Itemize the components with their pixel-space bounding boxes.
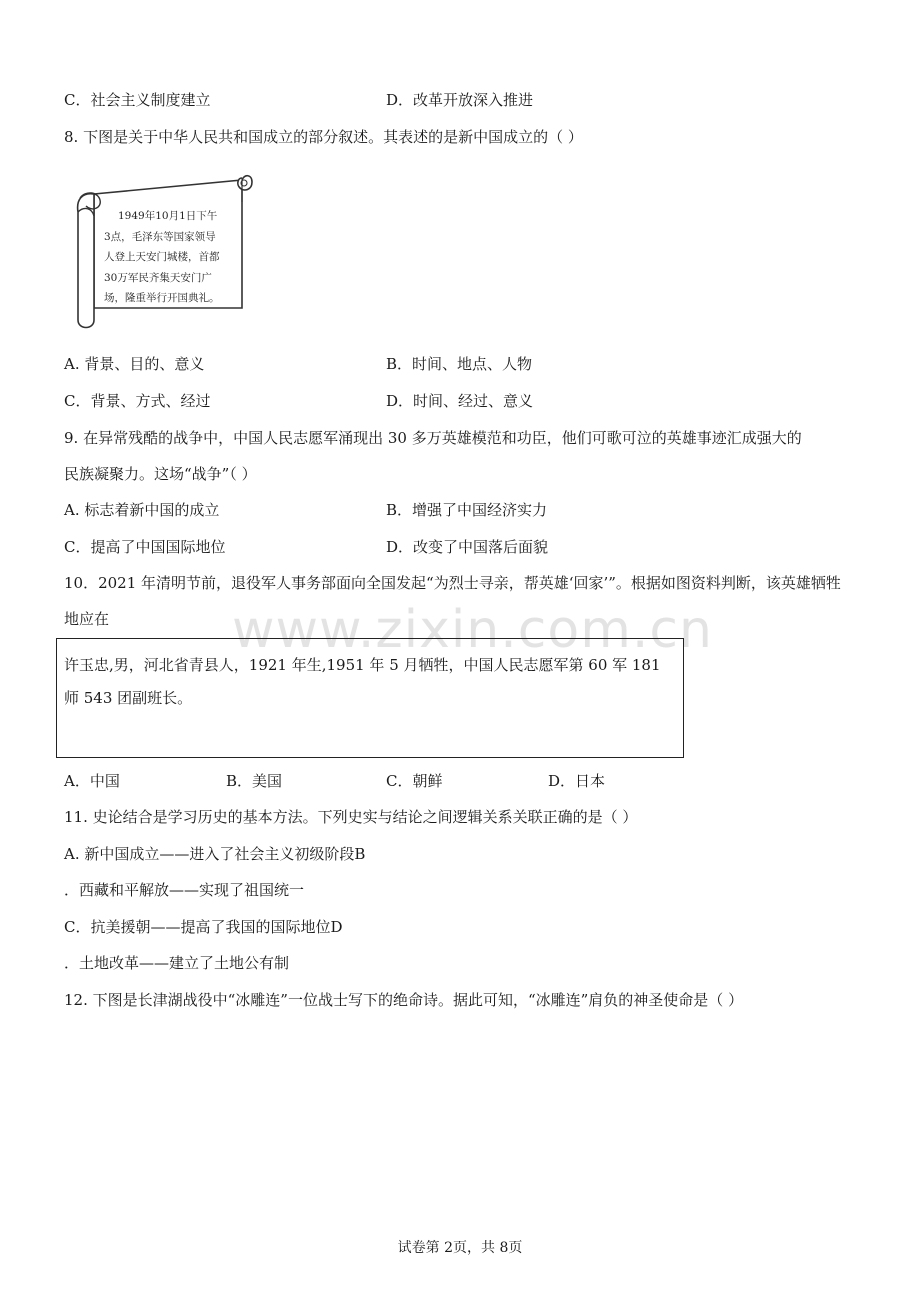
q11-line-b: ．西藏和平解放——实现了祖国统一 xyxy=(64,881,305,899)
q9-option-b: B．增强了中国经济实力 xyxy=(386,501,548,519)
scroll-line: 1949年10月1日下午 xyxy=(118,210,218,222)
q11-line-d: ．土地改革——建立了土地公有制 xyxy=(64,954,290,972)
source-material-line-1: 许玉忠,男，河北省青县人，1921 年生,1951 年 5 月牺牲，中国人民志愿军第 60 军 181 xyxy=(64,656,661,674)
q8-stem: 8. 下图是关于中华人民共和国成立的部分叙述。其表述的是新中国成立的（ ） xyxy=(64,128,583,146)
q7-option-c: C．社会主义制度建立 xyxy=(64,91,211,109)
q10-option-c: C．朝鲜 xyxy=(386,772,443,790)
q10-option-a: A．中国 xyxy=(64,772,120,790)
q12-stem: 12. 下图是长津湖战役中“冰雕连”一位战士写下的绝命诗。据此可知，“冰雕连”肩负的神圣使命是（ ） xyxy=(64,991,744,1009)
q9-option-a: A. 标志着新中国的成立 xyxy=(64,501,220,519)
q8-option-d: D．时间、经过、意义 xyxy=(386,392,534,410)
page-footer: 试卷第 2页，共 8页 xyxy=(397,1240,523,1256)
source-material-line-2: 师 543 团副班长。 xyxy=(64,689,193,707)
q8-option-a: A. 背景、目的、意义 xyxy=(64,355,205,373)
q11-line-c: C．抗美援朝——提高了我国的国际地位D xyxy=(64,918,343,936)
scroll-line: 3点，毛泽东等国家领导 xyxy=(104,230,216,243)
scroll-line: 30万军民齐集天安门广 xyxy=(104,271,212,284)
q9-option-c: C．提高了中国国际地位 xyxy=(64,538,226,556)
q10-option-b: B．美国 xyxy=(226,772,283,790)
q11-line-a: A. 新中国成立——进入了社会主义初级阶段B xyxy=(64,845,366,863)
scroll-line: 场，隆重举行开国典礼。 xyxy=(104,292,220,304)
q9-option-d: D．改变了中国落后面貌 xyxy=(386,538,549,556)
q9-stem-line-1: 9. 在异常残酷的战争中，中国人民志愿军涌现出 30 多万英雄模范和功臣，他们可歌可泣的英雄事迹汇成强大的 xyxy=(64,429,802,447)
scroll-text xyxy=(104,206,244,309)
q8-option-c: C．背景、方式、经过 xyxy=(64,392,211,410)
q11-stem: 11. 史论结合是学习历史的基本方法。下列史实与结论之间逻辑关系关联正确的是（ ） xyxy=(64,808,638,826)
q10-stem-line-2: 地应在 xyxy=(64,610,110,628)
watermark: www.zixin.com.cn xyxy=(232,600,713,660)
q9-stem-line-2: 民族凝聚力。这场“战争”（ ） xyxy=(64,465,257,483)
q10-option-d: D．日本 xyxy=(548,772,606,790)
scroll-line: 人登上天安门城楼，首都 xyxy=(104,251,220,263)
q7-option-d: D．改革开放深入推进 xyxy=(386,91,534,109)
q8-option-b: B．时间、地点、人物 xyxy=(386,355,533,373)
q10-stem-line-1: 10．2021 年清明节前，退役军人事务部面向全国发起“为烈士寻亲，帮英雄‘回家’”。根据如图资料判断，该英雄牺牲 xyxy=(64,574,841,592)
